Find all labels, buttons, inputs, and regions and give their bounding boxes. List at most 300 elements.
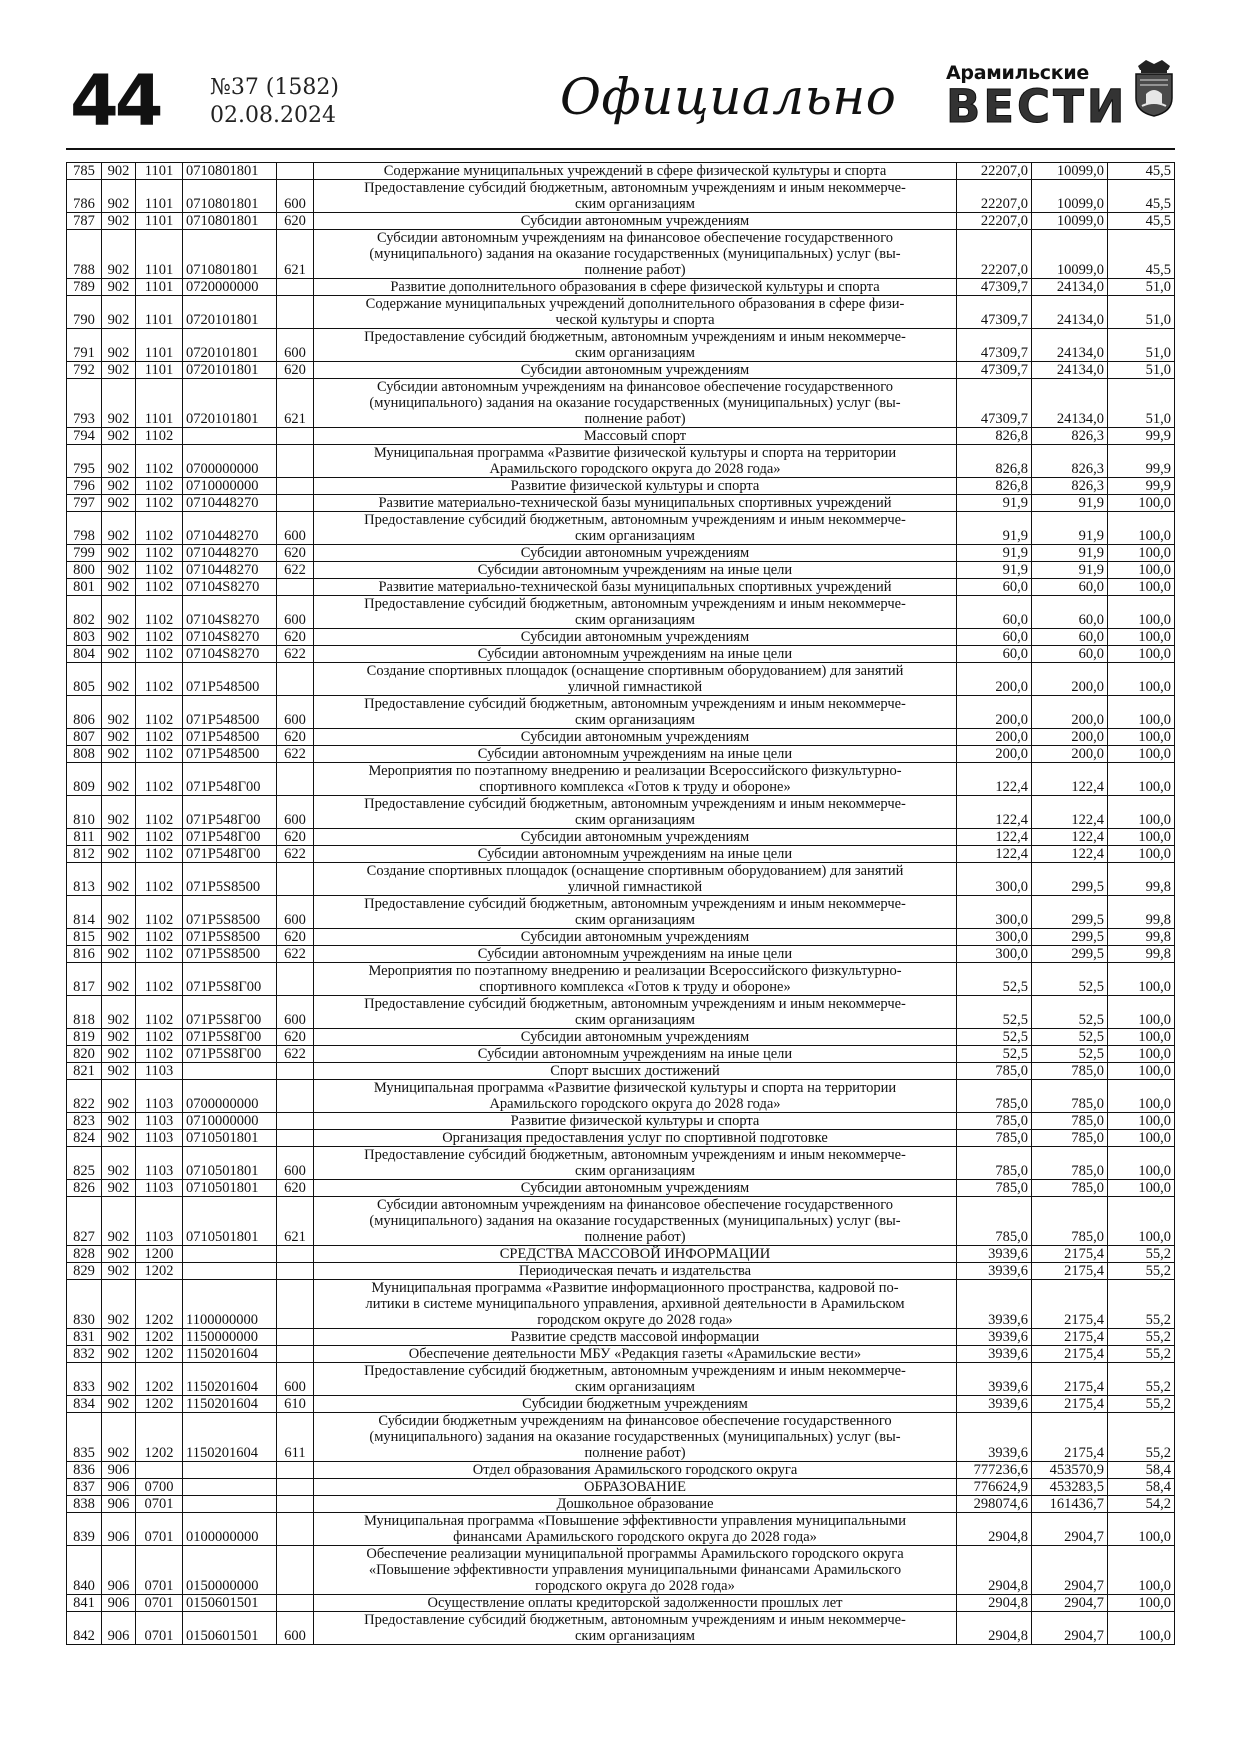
item-name: Предоставление субсидий бюджетным, автономным учреждениям и иным некоммерче- ским организациям xyxy=(314,1363,957,1396)
issue-date: 02.08.2024 xyxy=(210,103,336,128)
approved-amount: 785,0 xyxy=(957,1080,1032,1113)
section-code: 1102 xyxy=(136,596,183,629)
table-row xyxy=(67,729,1175,746)
target-article-code: 07104S8270 xyxy=(183,596,277,629)
section-code: 0700 xyxy=(136,1479,183,1496)
executed-amount: 826,3 xyxy=(1032,478,1108,495)
row-number: 821 xyxy=(67,1063,102,1080)
expense-type-code: 621 xyxy=(277,230,314,279)
executed-amount: 24134,0 xyxy=(1032,379,1108,428)
target-article-code: 1100000000 xyxy=(183,1280,277,1329)
expense-type-code xyxy=(277,1496,314,1513)
gr-code: 906 xyxy=(102,1513,136,1546)
gr-code: 902 xyxy=(102,696,136,729)
row-number: 841 xyxy=(67,1595,102,1612)
target-article-code: 0710000000 xyxy=(183,478,277,495)
section-code: 1102 xyxy=(136,478,183,495)
section-code: 1101 xyxy=(136,180,183,213)
item-name: Субсидии автономным учреждениям xyxy=(314,829,957,846)
row-number: 811 xyxy=(67,829,102,846)
target-article-code: 0700000000 xyxy=(183,445,277,478)
execution-percent: 51,0 xyxy=(1108,362,1175,379)
table-row xyxy=(67,796,1175,829)
approved-amount: 200,0 xyxy=(957,663,1032,696)
item-name: Предоставление субсидий бюджетным, автономным учреждениям и иным некоммерче- ским организациям xyxy=(314,796,957,829)
gr-code: 902 xyxy=(102,1130,136,1147)
section-code: 1102 xyxy=(136,545,183,562)
execution-percent: 100,0 xyxy=(1108,1180,1175,1197)
gr-code: 902 xyxy=(102,1363,136,1396)
target-article-code: 071P5S8Г00 xyxy=(183,1029,277,1046)
item-name: Содержание муниципальных учреждений дополнительного образования в сфере физи- ческой культуры и спорта xyxy=(314,296,957,329)
gr-code: 902 xyxy=(102,763,136,796)
executed-amount: 60,0 xyxy=(1032,646,1108,663)
section-code: 1102 xyxy=(136,846,183,863)
row-number: 822 xyxy=(67,1080,102,1113)
expense-type-code: 600 xyxy=(277,896,314,929)
expense-type-code xyxy=(277,163,314,180)
execution-percent: 99,8 xyxy=(1108,946,1175,963)
target-article-code: 1150201604 xyxy=(183,1346,277,1363)
executed-amount: 52,5 xyxy=(1032,996,1108,1029)
gr-code: 902 xyxy=(102,1063,136,1080)
expense-type-code xyxy=(277,663,314,696)
executed-amount: 785,0 xyxy=(1032,1180,1108,1197)
section-code: 1202 xyxy=(136,1396,183,1413)
item-name: Субсидии автономным учреждениям на финансовое обеспечение государственного (муниципального) задания на оказание государственных (муниципальных) услуг (вы- полнение работ) xyxy=(314,230,957,279)
execution-percent: 100,0 xyxy=(1108,763,1175,796)
target-article-code: 0700000000 xyxy=(183,1080,277,1113)
item-name: Развитие дополнительного образования в сфере физической культуры и спорта xyxy=(314,279,957,296)
section-code: 1103 xyxy=(136,1080,183,1113)
section-code: 1103 xyxy=(136,1130,183,1147)
row-number: 810 xyxy=(67,796,102,829)
budget-table-body xyxy=(67,163,1175,1645)
item-name: Предоставление субсидий бюджетным, автономным учреждениям и иным некоммерче- ским организациям xyxy=(314,996,957,1029)
execution-percent: 55,2 xyxy=(1108,1363,1175,1396)
table-row xyxy=(67,1046,1175,1063)
masthead-logo xyxy=(946,62,1128,133)
target-article-code xyxy=(183,1063,277,1080)
execution-percent: 100,0 xyxy=(1108,963,1175,996)
approved-amount: 22207,0 xyxy=(957,230,1032,279)
gr-code: 906 xyxy=(102,1595,136,1612)
section-code: 1101 xyxy=(136,362,183,379)
executed-amount: 299,5 xyxy=(1032,896,1108,929)
target-article-code xyxy=(183,1496,277,1513)
table-row xyxy=(67,230,1175,279)
target-article-code: 0710501801 xyxy=(183,1130,277,1147)
approved-amount: 3939,6 xyxy=(957,1396,1032,1413)
coat-of-arms-icon xyxy=(1132,58,1176,118)
gr-code: 902 xyxy=(102,829,136,846)
approved-amount: 300,0 xyxy=(957,863,1032,896)
approved-amount: 300,0 xyxy=(957,929,1032,946)
execution-percent: 99,8 xyxy=(1108,896,1175,929)
gr-code: 902 xyxy=(102,1413,136,1462)
section-code: 1102 xyxy=(136,946,183,963)
target-article-code: 071P5S8500 xyxy=(183,896,277,929)
item-name: Организация предоставления услуг по спортивной подготовке xyxy=(314,1130,957,1147)
expense-type-code xyxy=(277,1329,314,1346)
expense-type-code: 622 xyxy=(277,646,314,663)
section-code: 1102 xyxy=(136,1046,183,1063)
gr-code: 902 xyxy=(102,428,136,445)
gr-code: 902 xyxy=(102,213,136,230)
target-article-code: 071P548Г00 xyxy=(183,829,277,846)
item-name: Мероприятия по поэтапному внедрению и реализации Всероссийского физкультурно- спортивного комплекса «Готов к труду и обороне» xyxy=(314,963,957,996)
section-code: 1102 xyxy=(136,646,183,663)
executed-amount: 24134,0 xyxy=(1032,279,1108,296)
item-name: Субсидии автономным учреждениям на финансовое обеспечение государственного (муниципального) задания на оказание государственных (муниципальных) услуг (вы- полнение работ) xyxy=(314,379,957,428)
execution-percent: 100,0 xyxy=(1108,1612,1175,1645)
execution-percent: 100,0 xyxy=(1108,1113,1175,1130)
item-name: Предоставление субсидий бюджетным, автономным учреждениям и иным некоммерче- ским организациям xyxy=(314,512,957,545)
gr-code: 902 xyxy=(102,1147,136,1180)
section-code: 1102 xyxy=(136,428,183,445)
approved-amount: 60,0 xyxy=(957,646,1032,663)
execution-percent: 99,8 xyxy=(1108,929,1175,946)
table-row xyxy=(67,428,1175,445)
executed-amount: 122,4 xyxy=(1032,763,1108,796)
table-row xyxy=(67,746,1175,763)
table-row xyxy=(67,696,1175,729)
section-code: 1103 xyxy=(136,1197,183,1246)
item-name: Развитие материально-технической базы муниципальных спортивных учреждений xyxy=(314,495,957,512)
target-article-code: 071P5S8500 xyxy=(183,946,277,963)
target-article-code: 1150000000 xyxy=(183,1329,277,1346)
execution-percent: 55,2 xyxy=(1108,1329,1175,1346)
execution-percent: 51,0 xyxy=(1108,329,1175,362)
expense-type-code: 621 xyxy=(277,379,314,428)
expense-type-code xyxy=(277,478,314,495)
expense-type-code: 620 xyxy=(277,1029,314,1046)
row-number: 816 xyxy=(67,946,102,963)
row-number: 791 xyxy=(67,329,102,362)
approved-amount: 91,9 xyxy=(957,495,1032,512)
expense-type-code: 620 xyxy=(277,213,314,230)
execution-percent: 51,0 xyxy=(1108,296,1175,329)
row-number: 819 xyxy=(67,1029,102,1046)
section-code: 1103 xyxy=(136,1180,183,1197)
section-code: 1202 xyxy=(136,1413,183,1462)
approved-amount: 122,4 xyxy=(957,796,1032,829)
execution-percent: 100,0 xyxy=(1108,545,1175,562)
item-name: Предоставление субсидий бюджетным, автономным учреждениям и иным некоммерче- ским организациям xyxy=(314,180,957,213)
section-code: 1101 xyxy=(136,379,183,428)
table-row xyxy=(67,1197,1175,1246)
item-name: Субсидии автономным учреждениям xyxy=(314,929,957,946)
target-article-code: 071P548500 xyxy=(183,746,277,763)
section-code: 1102 xyxy=(136,729,183,746)
gr-code: 902 xyxy=(102,1113,136,1130)
approved-amount: 52,5 xyxy=(957,1046,1032,1063)
section-code: 1102 xyxy=(136,863,183,896)
table-row xyxy=(67,946,1175,963)
target-article-code: 071P548Г00 xyxy=(183,796,277,829)
executed-amount: 453570,9 xyxy=(1032,1462,1108,1479)
item-name: СРЕДСТВА МАССОВОЙ ИНФОРМАЦИИ xyxy=(314,1246,957,1263)
item-name: Предоставление субсидий бюджетным, автономным учреждениям и иным некоммерче- ским организациям xyxy=(314,696,957,729)
executed-amount: 2904,7 xyxy=(1032,1595,1108,1612)
execution-percent: 100,0 xyxy=(1108,729,1175,746)
gr-code: 902 xyxy=(102,1080,136,1113)
approved-amount: 3939,6 xyxy=(957,1363,1032,1396)
section-code: 1101 xyxy=(136,230,183,279)
expense-type-code: 600 xyxy=(277,996,314,1029)
table-row xyxy=(67,296,1175,329)
table-row xyxy=(67,163,1175,180)
expense-type-code: 622 xyxy=(277,746,314,763)
expense-type-code xyxy=(277,495,314,512)
section-code: 1102 xyxy=(136,963,183,996)
item-name: Периодическая печать и издательства xyxy=(314,1263,957,1280)
gr-code: 902 xyxy=(102,729,136,746)
section-code: 1102 xyxy=(136,996,183,1029)
expense-type-code: 622 xyxy=(277,946,314,963)
execution-percent: 100,0 xyxy=(1108,1513,1175,1546)
gr-code: 906 xyxy=(102,1546,136,1595)
item-name: Муниципальная программа «Развитие информационного пространства, кадровой по- литики в системе муниципального управления, архивной деятельности в Арамильском городском округе до 2028 года» xyxy=(314,1280,957,1329)
execution-percent: 99,8 xyxy=(1108,863,1175,896)
item-name: Субсидии автономным учреждениям на иные цели xyxy=(314,1046,957,1063)
executed-amount: 200,0 xyxy=(1032,729,1108,746)
execution-percent: 100,0 xyxy=(1108,1595,1175,1612)
executed-amount: 52,5 xyxy=(1032,963,1108,996)
execution-percent: 100,0 xyxy=(1108,646,1175,663)
gr-code: 902 xyxy=(102,1263,136,1280)
row-number: 795 xyxy=(67,445,102,478)
row-number: 830 xyxy=(67,1280,102,1329)
target-article-code: 0720101801 xyxy=(183,379,277,428)
execution-percent: 55,2 xyxy=(1108,1280,1175,1329)
table-row xyxy=(67,545,1175,562)
approved-amount: 60,0 xyxy=(957,579,1032,596)
table-row xyxy=(67,512,1175,545)
approved-amount: 3939,6 xyxy=(957,1280,1032,1329)
executed-amount: 200,0 xyxy=(1032,663,1108,696)
section-code: 1202 xyxy=(136,1263,183,1280)
row-number: 832 xyxy=(67,1346,102,1363)
table-row xyxy=(67,846,1175,863)
row-number: 824 xyxy=(67,1130,102,1147)
table-row xyxy=(67,1346,1175,1363)
executed-amount: 299,5 xyxy=(1032,946,1108,963)
expense-type-code: 610 xyxy=(277,1396,314,1413)
executed-amount: 10099,0 xyxy=(1032,213,1108,230)
target-article-code: 0710801801 xyxy=(183,230,277,279)
gr-code: 902 xyxy=(102,663,136,696)
expense-type-code: 600 xyxy=(277,796,314,829)
expense-type-code: 600 xyxy=(277,696,314,729)
target-article-code: 0710448270 xyxy=(183,562,277,579)
item-name: Содержание муниципальных учреждений в сфере физической культуры и спорта xyxy=(314,163,957,180)
row-number: 802 xyxy=(67,596,102,629)
item-name: Предоставление субсидий бюджетным, автономным учреждениям и иным некоммерче- ским организациям xyxy=(314,1612,957,1645)
target-article-code: 0720000000 xyxy=(183,279,277,296)
row-number: 812 xyxy=(67,846,102,863)
section-rubric: Официально xyxy=(560,68,897,126)
row-number: 789 xyxy=(67,279,102,296)
item-name: Осуществление оплаты кредиторской задолженности прошлых лет xyxy=(314,1595,957,1612)
table-row xyxy=(67,1080,1175,1113)
item-name: Субсидии автономным учреждениям на иные цели xyxy=(314,846,957,863)
row-number: 838 xyxy=(67,1496,102,1513)
approved-amount: 300,0 xyxy=(957,946,1032,963)
item-name: Развитие физической культуры и спорта xyxy=(314,1113,957,1130)
gr-code: 902 xyxy=(102,1346,136,1363)
approved-amount: 3939,6 xyxy=(957,1263,1032,1280)
section-code: 0701 xyxy=(136,1612,183,1645)
execution-percent: 100,0 xyxy=(1108,696,1175,729)
target-article-code: 0710448270 xyxy=(183,512,277,545)
execution-percent: 51,0 xyxy=(1108,279,1175,296)
target-article-code: 071P5S8Г00 xyxy=(183,1046,277,1063)
approved-amount: 200,0 xyxy=(957,746,1032,763)
table-row xyxy=(67,1329,1175,1346)
row-number: 797 xyxy=(67,495,102,512)
expense-type-code: 620 xyxy=(277,629,314,646)
target-article-code: 0710501801 xyxy=(183,1180,277,1197)
approved-amount: 60,0 xyxy=(957,596,1032,629)
section-code: 1202 xyxy=(136,1363,183,1396)
execution-percent: 45,5 xyxy=(1108,213,1175,230)
gr-code: 902 xyxy=(102,996,136,1029)
target-article-code: 0710000000 xyxy=(183,1113,277,1130)
expense-type-code xyxy=(277,1080,314,1113)
execution-percent: 45,5 xyxy=(1108,230,1175,279)
section-code: 1102 xyxy=(136,763,183,796)
execution-percent: 55,2 xyxy=(1108,1246,1175,1263)
approved-amount: 22207,0 xyxy=(957,213,1032,230)
row-number: 808 xyxy=(67,746,102,763)
gr-code: 902 xyxy=(102,963,136,996)
table-row xyxy=(67,495,1175,512)
target-article-code: 0720101801 xyxy=(183,329,277,362)
executed-amount: 91,9 xyxy=(1032,495,1108,512)
target-article-code: 071P548Г00 xyxy=(183,846,277,863)
row-number: 818 xyxy=(67,996,102,1029)
approved-amount: 826,8 xyxy=(957,428,1032,445)
table-row xyxy=(67,763,1175,796)
executed-amount: 24134,0 xyxy=(1032,362,1108,379)
row-number: 801 xyxy=(67,579,102,596)
execution-percent: 55,2 xyxy=(1108,1346,1175,1363)
page-number: 44 xyxy=(70,60,160,142)
approved-amount: 298074,6 xyxy=(957,1496,1032,1513)
gr-code: 902 xyxy=(102,746,136,763)
gr-code: 906 xyxy=(102,1612,136,1645)
execution-percent: 99,9 xyxy=(1108,445,1175,478)
gr-code: 902 xyxy=(102,445,136,478)
target-article-code: 0150000000 xyxy=(183,1546,277,1595)
executed-amount: 122,4 xyxy=(1032,796,1108,829)
target-article-code: 0720101801 xyxy=(183,296,277,329)
section-code: 1102 xyxy=(136,896,183,929)
row-number: 828 xyxy=(67,1246,102,1263)
section-code: 0701 xyxy=(136,1546,183,1595)
executed-amount: 826,3 xyxy=(1032,445,1108,478)
approved-amount: 777236,6 xyxy=(957,1462,1032,1479)
row-number: 840 xyxy=(67,1546,102,1595)
row-number: 804 xyxy=(67,646,102,663)
execution-percent: 100,0 xyxy=(1108,1546,1175,1595)
expense-type-code xyxy=(277,1546,314,1595)
section-code: 1202 xyxy=(136,1329,183,1346)
row-number: 799 xyxy=(67,545,102,562)
execution-percent: 99,9 xyxy=(1108,478,1175,495)
executed-amount: 24134,0 xyxy=(1032,296,1108,329)
row-number: 798 xyxy=(67,512,102,545)
header-divider xyxy=(66,148,1175,150)
item-name: Субсидии автономным учреждениям на иные цели xyxy=(314,746,957,763)
item-name: Муниципальная программа «Развитие физической культуры и спорта на территории Арамильского городского округа до 2028 года» xyxy=(314,445,957,478)
table-row xyxy=(67,379,1175,428)
expense-type-code xyxy=(277,963,314,996)
approved-amount: 826,8 xyxy=(957,445,1032,478)
target-article-code: 0710801801 xyxy=(183,180,277,213)
expense-type-code: 600 xyxy=(277,1363,314,1396)
approved-amount: 52,5 xyxy=(957,1029,1032,1046)
expense-type-code xyxy=(277,1595,314,1612)
item-name: Развитие физической культуры и спорта xyxy=(314,478,957,495)
execution-percent: 100,0 xyxy=(1108,1063,1175,1080)
table-row xyxy=(67,180,1175,213)
expense-type-code xyxy=(277,863,314,896)
section-code: 1101 xyxy=(136,279,183,296)
execution-percent: 100,0 xyxy=(1108,996,1175,1029)
target-article-code: 07104S8270 xyxy=(183,629,277,646)
executed-amount: 24134,0 xyxy=(1032,329,1108,362)
expense-type-code: 620 xyxy=(277,1180,314,1197)
executed-amount: 91,9 xyxy=(1032,562,1108,579)
expense-type-code: 611 xyxy=(277,1413,314,1462)
execution-percent: 100,0 xyxy=(1108,829,1175,846)
executed-amount: 60,0 xyxy=(1032,629,1108,646)
item-name: Муниципальная программа «Развитие физической культуры и спорта на территории Арамильского городского округа до 2028 года» xyxy=(314,1080,957,1113)
gr-code: 902 xyxy=(102,846,136,863)
section-code: 1101 xyxy=(136,213,183,230)
approved-amount: 3939,6 xyxy=(957,1346,1032,1363)
execution-percent: 100,0 xyxy=(1108,746,1175,763)
execution-percent: 54,2 xyxy=(1108,1496,1175,1513)
expense-type-code xyxy=(277,1346,314,1363)
table-row xyxy=(67,213,1175,230)
item-name: Субсидии автономным учреждениям xyxy=(314,545,957,562)
table-row xyxy=(67,996,1175,1029)
table-row xyxy=(67,1147,1175,1180)
table-row xyxy=(67,1280,1175,1329)
executed-amount: 200,0 xyxy=(1032,746,1108,763)
section-code xyxy=(136,1462,183,1479)
approved-amount: 52,5 xyxy=(957,963,1032,996)
section-code: 1102 xyxy=(136,746,183,763)
executed-amount: 2175,4 xyxy=(1032,1363,1108,1396)
item-name: Субсидии автономным учреждениям на иные цели xyxy=(314,646,957,663)
row-number: 794 xyxy=(67,428,102,445)
execution-percent: 100,0 xyxy=(1108,1130,1175,1147)
row-number: 796 xyxy=(67,478,102,495)
target-article-code: 0710501801 xyxy=(183,1147,277,1180)
table-row xyxy=(67,1180,1175,1197)
expense-type-code: 620 xyxy=(277,829,314,846)
target-article-code: 0710801801 xyxy=(183,213,277,230)
gr-code: 902 xyxy=(102,230,136,279)
target-article-code: 07104S8270 xyxy=(183,579,277,596)
row-number: 829 xyxy=(67,1263,102,1280)
expense-type-code xyxy=(277,296,314,329)
table-row xyxy=(67,329,1175,362)
